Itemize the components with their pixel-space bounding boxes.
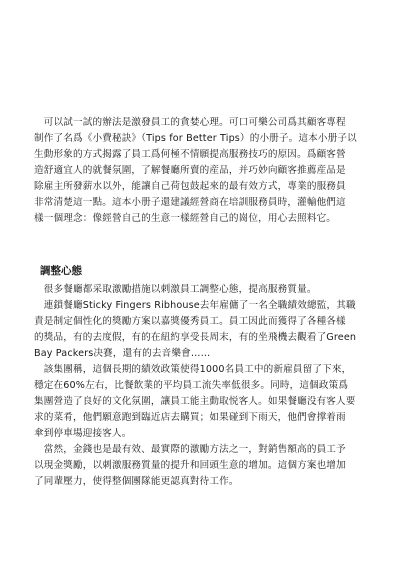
body-paragraph — [34, 282, 367, 490]
text-line: 責是制定個性化的獎勵方案以嘉獎優秀員工。員工因此而獲得了各種各樣 — [34, 316, 346, 327]
text-line: 求的菜肴，他們願意跑到臨近店去購買；如果碰到下雨天，他們會撑着雨 — [34, 412, 346, 423]
text-line: 以現金獎勵，以刺激服務質量的提升和回頭生意的增加。這個方案也增加 — [34, 460, 346, 471]
intro-paragraph — [34, 115, 367, 227]
text-line: 非常清楚這一點。這本小册子還建議經營商在培訓服務員時，灌輸他們這 — [34, 197, 346, 208]
text-line: 當然，金錢也是最有效、最實際的激勵方法之一，對銷售額高的員工予 — [34, 444, 346, 455]
text-line: 傘到停車場迎接客人。 — [34, 428, 132, 439]
text-line: 該集團稱，這個長期的績效政策使得1000名員工中的新雇員留了下來， — [34, 364, 352, 375]
text-line: 了同輩壓力，使得整個團隊能更認真對待工作。 — [34, 476, 239, 487]
text-line: 的獎品，有的去度假，有的在紐約享受長周末，有的坐飛機去觀看了Green — [34, 332, 357, 343]
text-line: 穩定在60%左右，比餐飲業的平均員工流失率低很多。同時，這個政策爲 — [34, 380, 349, 391]
text-line: 造舒適宜人的就餐氛圍，了解餐廳所賣的産品，并巧妙向顧客推薦産品是 — [34, 165, 346, 176]
section-heading: 調整心態 — [40, 265, 82, 277]
text-line: 除雇主所發薪水以外，能讓自己荷包鼓起來的最有效方式，專業的服務員 — [34, 181, 346, 192]
text-line: Bay Packers决賽，還有的去音樂會…… — [34, 348, 211, 359]
text-line: 制作了名爲《小費秘訣》（Tips for Better Tips）的小册子。這本小册子以 — [34, 133, 357, 144]
text-line: 連鎖餐廳Sticky Fingers Ribhouse去年雇傭了一名全職績效總監，其職 — [34, 300, 356, 311]
text-line: 樣一個理念：像經營自己的生意一樣經營自己的崗位，用心去照料它。 — [34, 213, 337, 224]
text-line: 集團營造了良好的文化氛圍，讓員工能主動取悦客人。如果餐廳没有客人要 — [34, 396, 356, 407]
text-line: 很多餐廳都采取激勵措施以刺激員工調整心態，提高服務質量。 — [34, 284, 317, 295]
text-line: 可以試一試的辦法是激發員工的貪婪心理。可口可樂公司爲其顧客專程 — [34, 117, 346, 128]
text-line: 生動形象的方式揭露了員工爲何極不情願提高服務技巧的原因。爲顧客營 — [34, 149, 346, 160]
